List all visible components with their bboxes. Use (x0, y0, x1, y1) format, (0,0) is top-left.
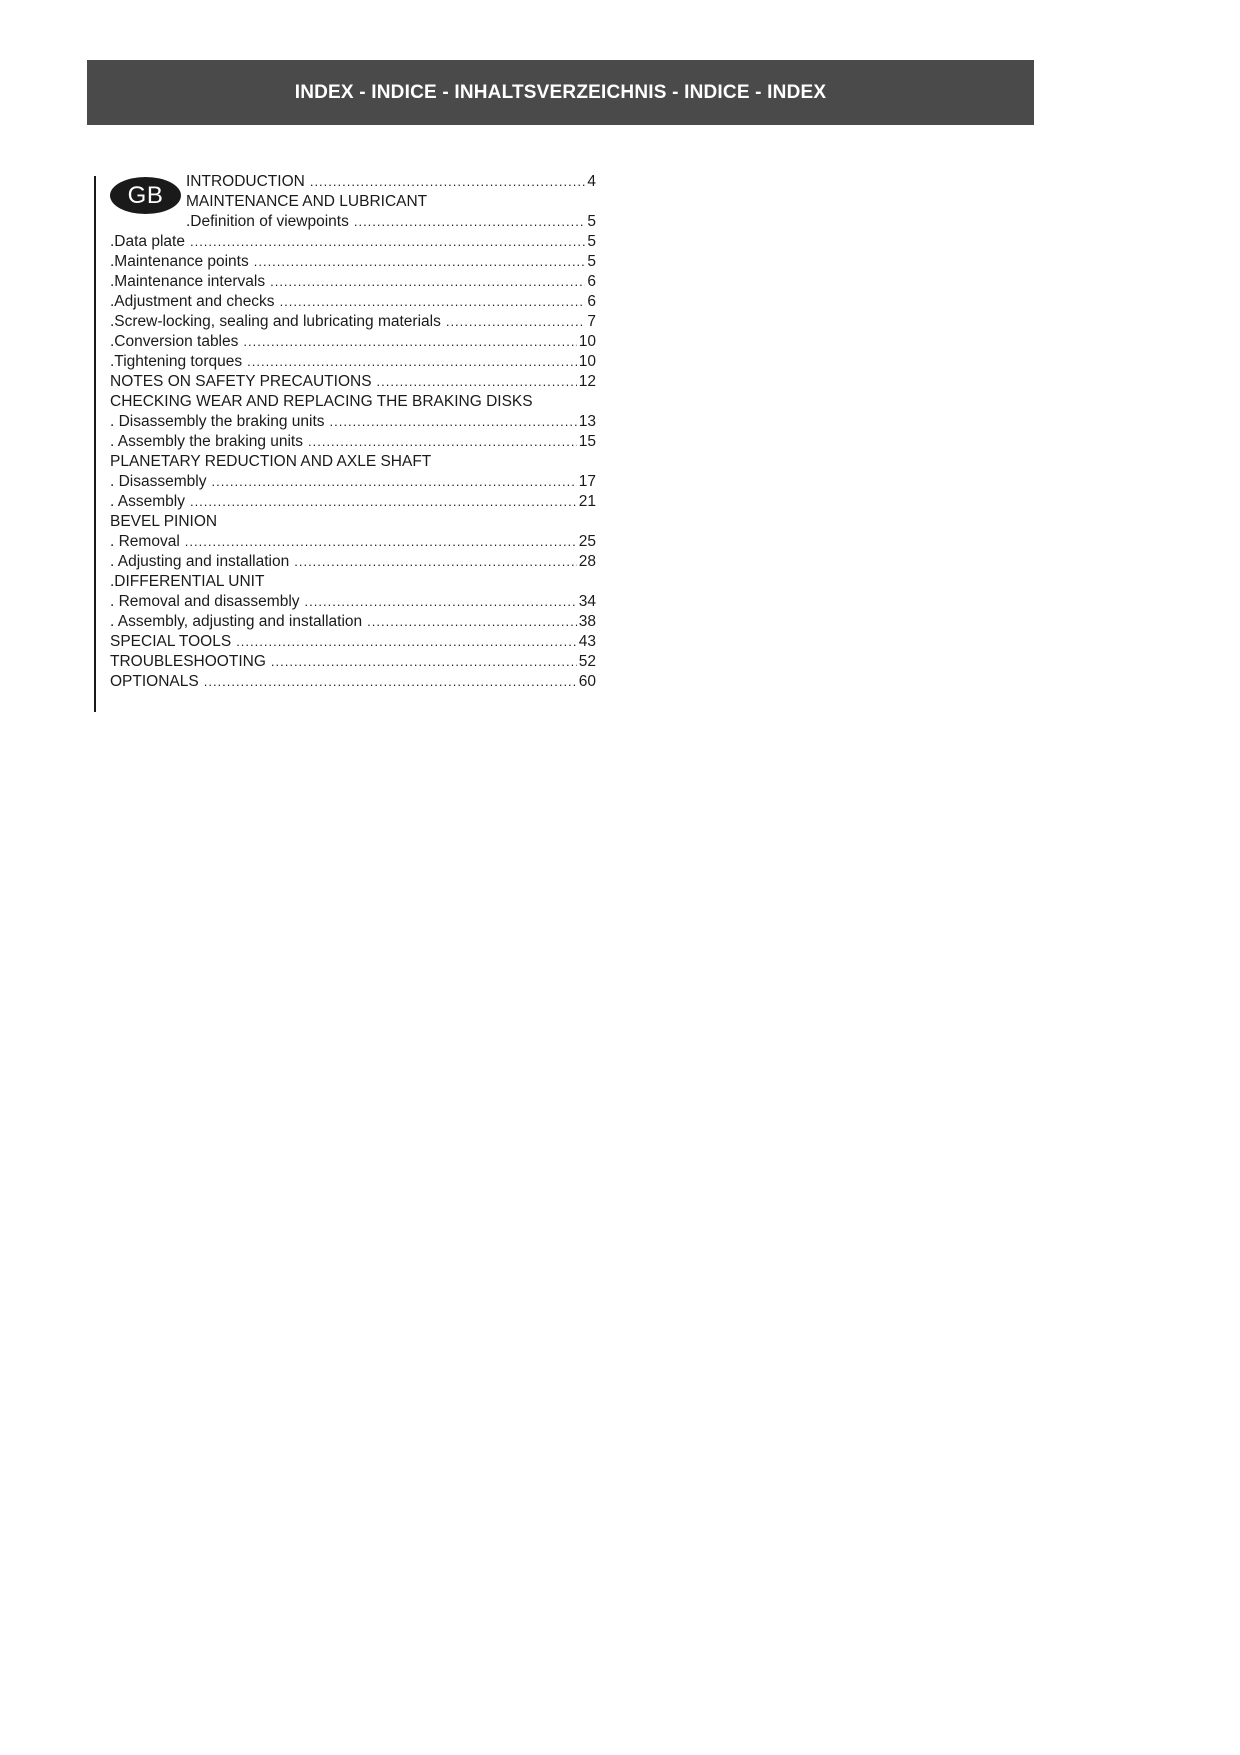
toc-dot-leader (367, 612, 577, 632)
toc-entry-page-number: 52 (578, 653, 596, 670)
toc-entry-page-number: 4 (587, 173, 596, 190)
toc-entry[interactable] (110, 252, 596, 272)
toc-entry-title: . Assembly the braking units (110, 433, 303, 450)
toc-entry-page-number: 13 (578, 413, 596, 430)
toc-entry-title: .Definition of viewpoints (186, 213, 349, 230)
toc-entry[interactable] (110, 452, 596, 472)
toc-entry-title: OPTIONALS (110, 673, 199, 690)
toc-entry[interactable] (110, 432, 596, 452)
toc-entry-title: . Disassembly the braking units (110, 413, 325, 430)
toc-entry[interactable] (110, 472, 596, 492)
toc-dot-leader (305, 592, 577, 612)
toc-dot-leader (247, 352, 577, 372)
toc-entry[interactable] (110, 672, 596, 692)
toc-dot-leader (280, 292, 586, 312)
toc-entry-page-number: 10 (578, 353, 596, 370)
toc-entry[interactable] (110, 612, 596, 632)
toc-entry[interactable] (110, 232, 596, 252)
toc-dot-leader (310, 172, 586, 192)
toc-entry-title: .Adjustment and checks (110, 293, 275, 310)
toc-entry[interactable] (110, 592, 596, 612)
language-badge-gb: GB (110, 177, 181, 214)
toc-entry-title: . Disassembly (110, 473, 207, 490)
toc-entry-title: .DIFFERENTIAL UNIT (110, 573, 265, 590)
table-of-contents (110, 172, 596, 692)
toc-entry-title: .Tightening torques (110, 353, 243, 370)
toc-entry-title: .Conversion tables (110, 333, 239, 350)
toc-entry-page-number: 60 (578, 673, 596, 690)
toc-entry[interactable] (110, 172, 596, 192)
toc-dot-leader (185, 532, 577, 552)
toc-entry-title: . Adjusting and installation (110, 553, 290, 570)
toc-entry[interactable] (110, 372, 596, 392)
toc-entry[interactable] (110, 352, 596, 372)
toc-entry-page-number: 17 (578, 473, 596, 490)
toc-entry-page-number: 6 (587, 293, 596, 310)
toc-entry-page-number: 38 (578, 613, 596, 630)
toc-entry-title: .Screw-locking, sealing and lubricating materials (110, 313, 441, 330)
toc-dot-leader (204, 672, 577, 692)
toc-dot-leader (271, 652, 577, 672)
toc-entry-page-number: 7 (587, 313, 596, 330)
toc-dot-leader (270, 272, 585, 292)
toc-entry-title: MAINTENANCE AND LUBRICANT (186, 193, 428, 210)
toc-entry[interactable] (110, 552, 596, 572)
toc-entry-title: . Removal and disassembly (110, 593, 300, 610)
toc-entry-page-number: 34 (578, 593, 596, 610)
toc-entry[interactable] (110, 532, 596, 552)
toc-entry[interactable] (110, 652, 596, 672)
toc-entry-page-number: 43 (578, 633, 596, 650)
toc-entry[interactable] (110, 292, 596, 312)
toc-entry-title: TROUBLESHOOTING (110, 653, 266, 670)
toc-dot-leader (254, 252, 586, 272)
toc-entry[interactable] (110, 272, 596, 292)
toc-dot-leader (211, 472, 576, 492)
toc-entry-page-number: 5 (587, 253, 596, 270)
toc-dot-leader (354, 212, 586, 232)
toc-entry-title: .Maintenance intervals (110, 273, 266, 290)
toc-dot-leader (294, 552, 577, 572)
toc-entry-page-number: 12 (578, 373, 596, 390)
toc-entry-title: . Removal (110, 533, 180, 550)
index-title: INDEX - INDICE - INHALTSVERZEICHNIS - INDICE - INDEX (294, 81, 827, 103)
toc-entry-page-number: 5 (587, 213, 596, 230)
toc-entry-title: SPECIAL TOOLS (110, 633, 232, 650)
toc-dot-leader (236, 632, 577, 652)
toc-dot-leader (330, 412, 577, 432)
toc-entry[interactable] (110, 512, 596, 532)
toc-dot-leader (446, 312, 586, 332)
section-divider-rule (94, 176, 96, 712)
toc-entry-page-number: 28 (578, 553, 596, 570)
toc-entry-title: BEVEL PINION (110, 513, 218, 530)
toc-entry[interactable] (110, 632, 596, 652)
toc-entry-title: . Assembly (110, 493, 185, 510)
toc-entry-title: .Data plate (110, 233, 185, 250)
toc-entry[interactable] (110, 332, 596, 352)
toc-entry-title: NOTES ON SAFETY PRECAUTIONS (110, 373, 372, 390)
toc-entry[interactable] (110, 412, 596, 432)
toc-entry-page-number: 21 (578, 493, 596, 510)
toc-entry-title: INTRODUCTION (186, 173, 305, 190)
toc-entry[interactable] (110, 212, 596, 232)
toc-entry-page-number: 6 (587, 273, 596, 290)
toc-entry-title: .Maintenance points (110, 253, 249, 270)
toc-dot-leader (377, 372, 577, 392)
toc-entry-page-number: 15 (578, 433, 596, 450)
toc-entry-title: CHECKING WEAR AND REPLACING THE BRAKING DISKS (110, 393, 533, 410)
toc-dot-leader (190, 232, 585, 252)
toc-dot-leader (243, 332, 576, 352)
toc-entry-page-number: 25 (578, 533, 596, 550)
toc-entry[interactable] (110, 572, 596, 592)
toc-entry-page-number: 10 (578, 333, 596, 350)
toc-dot-leader (308, 432, 577, 452)
toc-entry-title: PLANETARY REDUCTION AND AXLE SHAFT (110, 453, 432, 470)
toc-entry[interactable] (110, 492, 596, 512)
toc-dot-leader (190, 492, 577, 512)
toc-entry-title: . Assembly, adjusting and installation (110, 613, 363, 630)
toc-entry[interactable] (110, 192, 596, 212)
toc-entry-page-number: 5 (587, 233, 596, 250)
index-header-bar (87, 60, 1034, 125)
toc-entry[interactable] (110, 312, 596, 332)
toc-entry[interactable] (110, 392, 596, 412)
